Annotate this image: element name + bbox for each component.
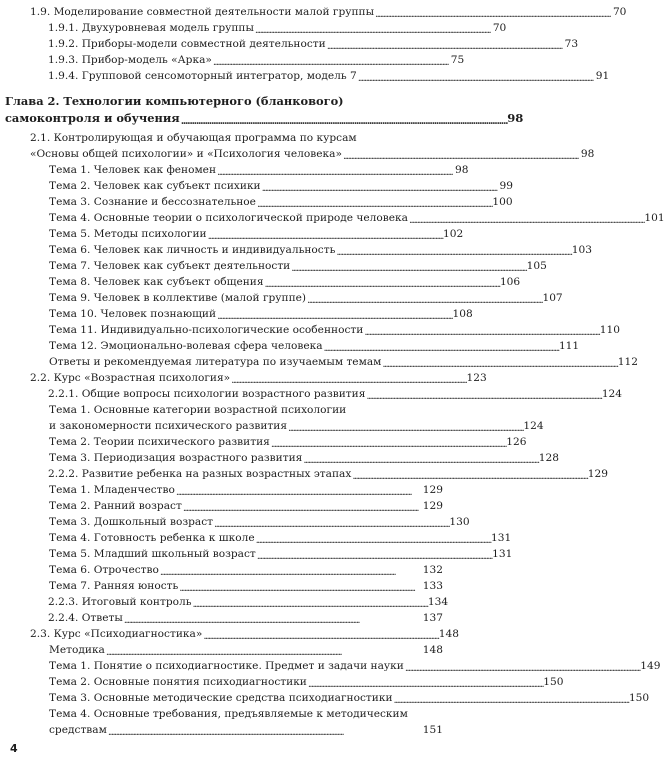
toc-entry-title: Тема 11. Индивидуально-психологические особенности	[49, 324, 364, 336]
toc-entry-title: Тема 12. Эмоционально-волевая сфера человека	[49, 340, 323, 352]
toc-entry[interactable]	[0, 20, 507, 36]
dot-leader	[193, 596, 427, 609]
toc-entry-title: 1.9.3. Прибор-модель «Арка»	[48, 54, 212, 66]
toc-entry[interactable]	[0, 466, 608, 482]
toc-entry-row	[49, 274, 521, 290]
toc-page-number: 110	[599, 324, 620, 336]
toc-entry[interactable]	[0, 306, 473, 322]
dot-leader	[231, 372, 465, 385]
toc-entry[interactable]	[0, 658, 661, 674]
toc-entry-title: Тема 2. Основные понятия психодиагностики	[49, 676, 307, 688]
dot-leader	[183, 500, 422, 513]
toc-entry-row	[49, 690, 650, 706]
toc-page-number: 124	[523, 420, 544, 432]
toc-entry-title-line: Тема 1. Основные категории возрастной психологии	[49, 404, 347, 416]
dot-leader	[308, 676, 542, 689]
toc-entry-title-line: 2.1. Контролирующая и обучающая программа по курсам	[30, 132, 357, 144]
toc-entry[interactable]	[0, 706, 453, 738]
dot-leader	[336, 244, 570, 257]
dot-leader	[307, 292, 541, 305]
toc-entry[interactable]	[0, 434, 527, 450]
toc-page-number: 75	[450, 54, 465, 66]
toc-entry-row	[49, 322, 620, 338]
dot-leader	[257, 196, 491, 209]
toc-entry[interactable]	[0, 514, 470, 530]
toc-entry-title: 2.2.1. Общие вопросы психологии возрастного развития	[48, 388, 366, 400]
toc-entry[interactable]	[0, 530, 512, 546]
toc-entry-title: Тема 10. Человек познающий	[49, 308, 217, 320]
toc-entry-row	[49, 514, 470, 530]
toc-entry-row	[49, 434, 527, 450]
toc-entry[interactable]	[0, 52, 465, 68]
toc-entry-title: 2.2.3. Итоговый контроль	[48, 596, 192, 608]
toc-page-number: 108	[452, 308, 473, 320]
dot-leader	[176, 484, 422, 497]
toc-entry[interactable]	[0, 274, 521, 290]
toc-entry-row	[48, 20, 507, 36]
page-number: 4	[10, 742, 18, 755]
toc-entry-row	[49, 418, 544, 434]
toc-entry-row	[49, 530, 512, 546]
toc-entry-row	[49, 562, 443, 578]
toc-entry-title: Тема 2. Теории психического развития	[49, 436, 270, 448]
toc-page-number: 123	[466, 372, 487, 384]
toc-entry[interactable]	[0, 338, 580, 354]
toc-page-number: 103	[571, 244, 592, 256]
toc-entry-row	[30, 370, 487, 386]
toc-page-number: 128	[538, 452, 559, 464]
toc-entry-title-line: Глава 2. Технологии компьютерного (бланкового)	[5, 94, 344, 108]
dot-leader	[375, 6, 609, 19]
toc-entry[interactable]	[0, 674, 564, 690]
toc-page-number: 150	[543, 676, 564, 688]
toc-entry[interactable]	[0, 226, 464, 242]
toc-page-number: 105	[526, 260, 547, 272]
toc-entry-row	[49, 226, 464, 242]
toc-entry-row	[48, 386, 623, 402]
toc-entry-row	[30, 4, 627, 20]
toc-page-number: 101	[644, 212, 665, 224]
toc-entry[interactable]	[0, 290, 563, 306]
toc-entry[interactable]	[0, 450, 559, 466]
toc-entry-title: средствам	[49, 724, 107, 736]
toc-entry-title: 2.2.4. Ответы	[48, 612, 123, 624]
toc-entry[interactable]	[0, 642, 453, 658]
toc-entry-row	[49, 194, 513, 210]
toc-entry[interactable]	[0, 370, 487, 386]
toc-page-number: 73	[564, 38, 579, 50]
dot-leader	[106, 644, 422, 657]
toc-entry-title: Тема 6. Отрочество	[49, 564, 159, 576]
toc-entry[interactable]	[0, 498, 453, 514]
toc-page-number: 129	[422, 500, 443, 512]
toc-page-number: 129	[587, 468, 608, 480]
toc-page-number: 106	[499, 276, 521, 288]
dot-leader	[160, 564, 422, 577]
toc-entry[interactable]	[0, 354, 639, 370]
toc-entry[interactable]	[0, 402, 544, 434]
toc-entry[interactable]	[0, 194, 513, 210]
dot-leader	[324, 340, 558, 353]
toc-entry[interactable]	[0, 242, 592, 258]
toc-entry-row	[5, 110, 524, 127]
toc-entry[interactable]	[0, 322, 620, 338]
toc-entry-row	[48, 52, 465, 68]
toc-entry-title: и закономерности психического развития	[49, 420, 288, 432]
toc-entry-title: Тема 5. Методы психологии	[49, 228, 207, 240]
dot-leader	[394, 692, 628, 705]
toc-entry-row	[48, 36, 579, 52]
dot-leader	[217, 164, 451, 177]
toc-entry-title: 2.2.2. Развитие ребенка на разных возрастных этапах	[48, 468, 352, 480]
toc-page-number: 148	[422, 644, 443, 656]
toc-entry-row	[49, 498, 443, 514]
toc-page-number: 150	[628, 692, 650, 704]
toc-page-number: 131	[491, 532, 512, 544]
table-of-contents	[0, 4, 665, 738]
dot-leader	[265, 276, 499, 289]
toc-page-number: 98	[454, 164, 469, 176]
toc-entry-title: Тема 8. Человек как субъект общения	[49, 276, 264, 288]
toc-entry[interactable]	[0, 130, 595, 162]
toc-entry-title: Тема 1. Понятие о психодиагностике. Предмет и задачи науки	[49, 660, 404, 672]
toc-entry-row	[49, 306, 473, 322]
toc-entry-row	[49, 722, 443, 738]
toc-entry-title: 1.9. Моделирование совместной деятельности малой группы	[30, 6, 375, 18]
toc-entry[interactable]	[0, 626, 459, 642]
toc-page-number: 151	[422, 724, 443, 736]
toc-page-number: 70	[612, 6, 627, 18]
toc-entry[interactable]	[0, 546, 513, 562]
toc-page-number: 132	[422, 564, 443, 576]
toc-entry[interactable]	[0, 162, 469, 178]
toc-page-number: 100	[492, 196, 513, 208]
toc-entry-row	[49, 162, 469, 178]
toc-entry-title: 2.3. Курс «Психодиагностика»	[30, 628, 203, 640]
toc-entry-row	[48, 594, 449, 610]
dot-leader	[108, 724, 422, 737]
toc-entry-title: Тема 5. Младший школьный возраст	[49, 548, 256, 560]
dot-leader	[257, 548, 491, 561]
toc-entry-title: Тема 3. Сознание и бессознательное	[49, 196, 256, 208]
toc-entry-title: Тема 3. Дошкольный возраст	[49, 516, 214, 528]
toc-page-number: 137	[422, 612, 443, 624]
toc-page-number: 112	[617, 356, 639, 368]
dot-leader	[382, 356, 616, 369]
toc-entry-title: Тема 4. Основные теории о психологической природе человека	[49, 212, 408, 224]
toc-entry-title: Тема 7. Ранняя юность	[49, 580, 179, 592]
toc-entry[interactable]	[0, 690, 650, 706]
toc-entry-row	[49, 210, 665, 226]
toc-entry[interactable]	[0, 210, 665, 226]
dot-leader	[217, 308, 451, 321]
toc-page-number: 126	[506, 436, 527, 448]
toc-entry[interactable]	[0, 594, 453, 610]
toc-entry-title: 1.9.1. Двухуровневая модель группы	[48, 22, 254, 34]
dot-leader	[366, 388, 600, 401]
toc-entry-row	[49, 242, 592, 258]
dot-leader	[405, 660, 639, 673]
dot-leader	[179, 580, 422, 593]
toc-entry-row	[49, 674, 564, 690]
toc-entry-row	[49, 178, 514, 194]
toc-entry-row	[49, 578, 443, 594]
dot-leader	[213, 54, 447, 67]
toc-entry[interactable]	[0, 386, 623, 402]
toc-entry[interactable]	[0, 482, 453, 498]
toc-entry-row	[49, 338, 580, 354]
toc-entry-title: 2.2. Курс «Возрастная психология»	[30, 372, 231, 384]
toc-entry-row	[49, 290, 563, 306]
dot-leader	[303, 452, 537, 465]
toc-entry-title: Тема 2. Ранний возраст	[49, 500, 182, 512]
toc-entry-title: 1.9.2. Приборы-модели совместной деятельности	[48, 38, 326, 50]
dot-leader	[203, 628, 437, 641]
toc-entry-title-line: Тема 4. Основные требования, предъявляемые к методическим	[49, 708, 408, 720]
dot-leader	[256, 532, 490, 545]
toc-page-number: 98	[580, 148, 595, 160]
toc-entry-title: Тема 2. Человек как субъект психики	[49, 180, 261, 192]
toc-page-number: 129	[422, 484, 443, 496]
toc-entry-title: Тема 7. Человек как субъект деятельности	[49, 260, 291, 272]
toc-entry-title: «Основы общей психологии» и «Психология человека»	[30, 148, 342, 160]
toc-entry-title: Методика	[49, 644, 105, 656]
toc-entry[interactable]	[0, 4, 627, 20]
toc-entry-title: Ответы и рекомендуемая литература по изучаемым темам	[49, 356, 382, 368]
dot-leader	[291, 260, 525, 273]
toc-entry[interactable]	[0, 36, 579, 52]
toc-entry-title: Тема 4. Готовность ребенка к школе	[49, 532, 255, 544]
toc-entry-title: Тема 3. Основные методические средства психодиагностики	[49, 692, 393, 704]
toc-entry-title: Тема 1. Младенчество	[49, 484, 175, 496]
chapter-heading[interactable]	[0, 93, 524, 127]
toc-page-number: 91	[595, 70, 610, 82]
toc-entry-row	[49, 658, 661, 674]
dot-leader	[124, 612, 422, 625]
toc-page-number: 149	[640, 660, 661, 672]
dot-leader	[255, 22, 489, 35]
toc-page-number: 131	[492, 548, 513, 560]
toc-entry[interactable]	[0, 578, 453, 594]
dot-leader	[409, 212, 643, 225]
dot-leader	[181, 112, 507, 125]
toc-entry[interactable]	[0, 610, 453, 626]
toc-entry-row	[49, 258, 547, 274]
toc-page-number: 107	[542, 292, 563, 304]
dot-leader	[271, 436, 505, 449]
toc-page-number: 134	[427, 596, 449, 608]
dot-leader	[262, 180, 496, 193]
dot-leader	[288, 420, 522, 433]
toc-entry-row	[48, 466, 608, 482]
toc-entry-row	[49, 450, 559, 466]
toc-entry-row	[49, 546, 513, 562]
dot-leader	[358, 70, 592, 83]
toc-page-number: 111	[558, 340, 580, 352]
toc-entry-title: Тема 1. Человек как феномен	[49, 164, 217, 176]
toc-entry-row	[49, 354, 639, 370]
toc-entry-row	[48, 68, 610, 84]
toc-entry[interactable]	[0, 562, 453, 578]
toc-entry-title: самоконтроля и обучения	[5, 111, 180, 125]
toc-entry-row	[48, 610, 443, 626]
toc-page-number: 124	[601, 388, 623, 400]
dot-leader	[352, 468, 586, 481]
toc-entry-row	[49, 642, 443, 658]
dot-leader	[208, 228, 442, 241]
toc-entry[interactable]	[0, 258, 547, 274]
toc-entry-row	[49, 482, 443, 498]
toc-entry-title: Тема 6. Человек как личность и индивидуальность	[49, 244, 336, 256]
toc-page-number: 148	[438, 628, 459, 640]
toc-page-number: 98	[507, 111, 524, 125]
dot-leader	[364, 324, 598, 337]
toc-page-number: 99	[499, 180, 514, 192]
toc-entry-title: Тема 9. Человек в коллективе (малой группе)	[49, 292, 307, 304]
toc-entry-title: 1.9.4. Групповой сенсомоторный интегратор, модель 7	[48, 70, 357, 82]
dot-leader	[343, 148, 577, 161]
toc-entry-row	[30, 626, 459, 642]
toc-entry[interactable]	[0, 178, 514, 194]
toc-page-number: 133	[422, 580, 443, 592]
toc-page-number: 130	[449, 516, 470, 528]
dot-leader	[327, 38, 561, 51]
toc-page-number: 102	[443, 228, 464, 240]
toc-page-number: 70	[492, 22, 507, 34]
toc-entry[interactable]	[0, 68, 610, 84]
toc-entry-row	[30, 146, 595, 162]
dot-leader	[214, 516, 448, 529]
toc-entry-title: Тема 3. Периодизация возрастного развития	[49, 452, 303, 464]
